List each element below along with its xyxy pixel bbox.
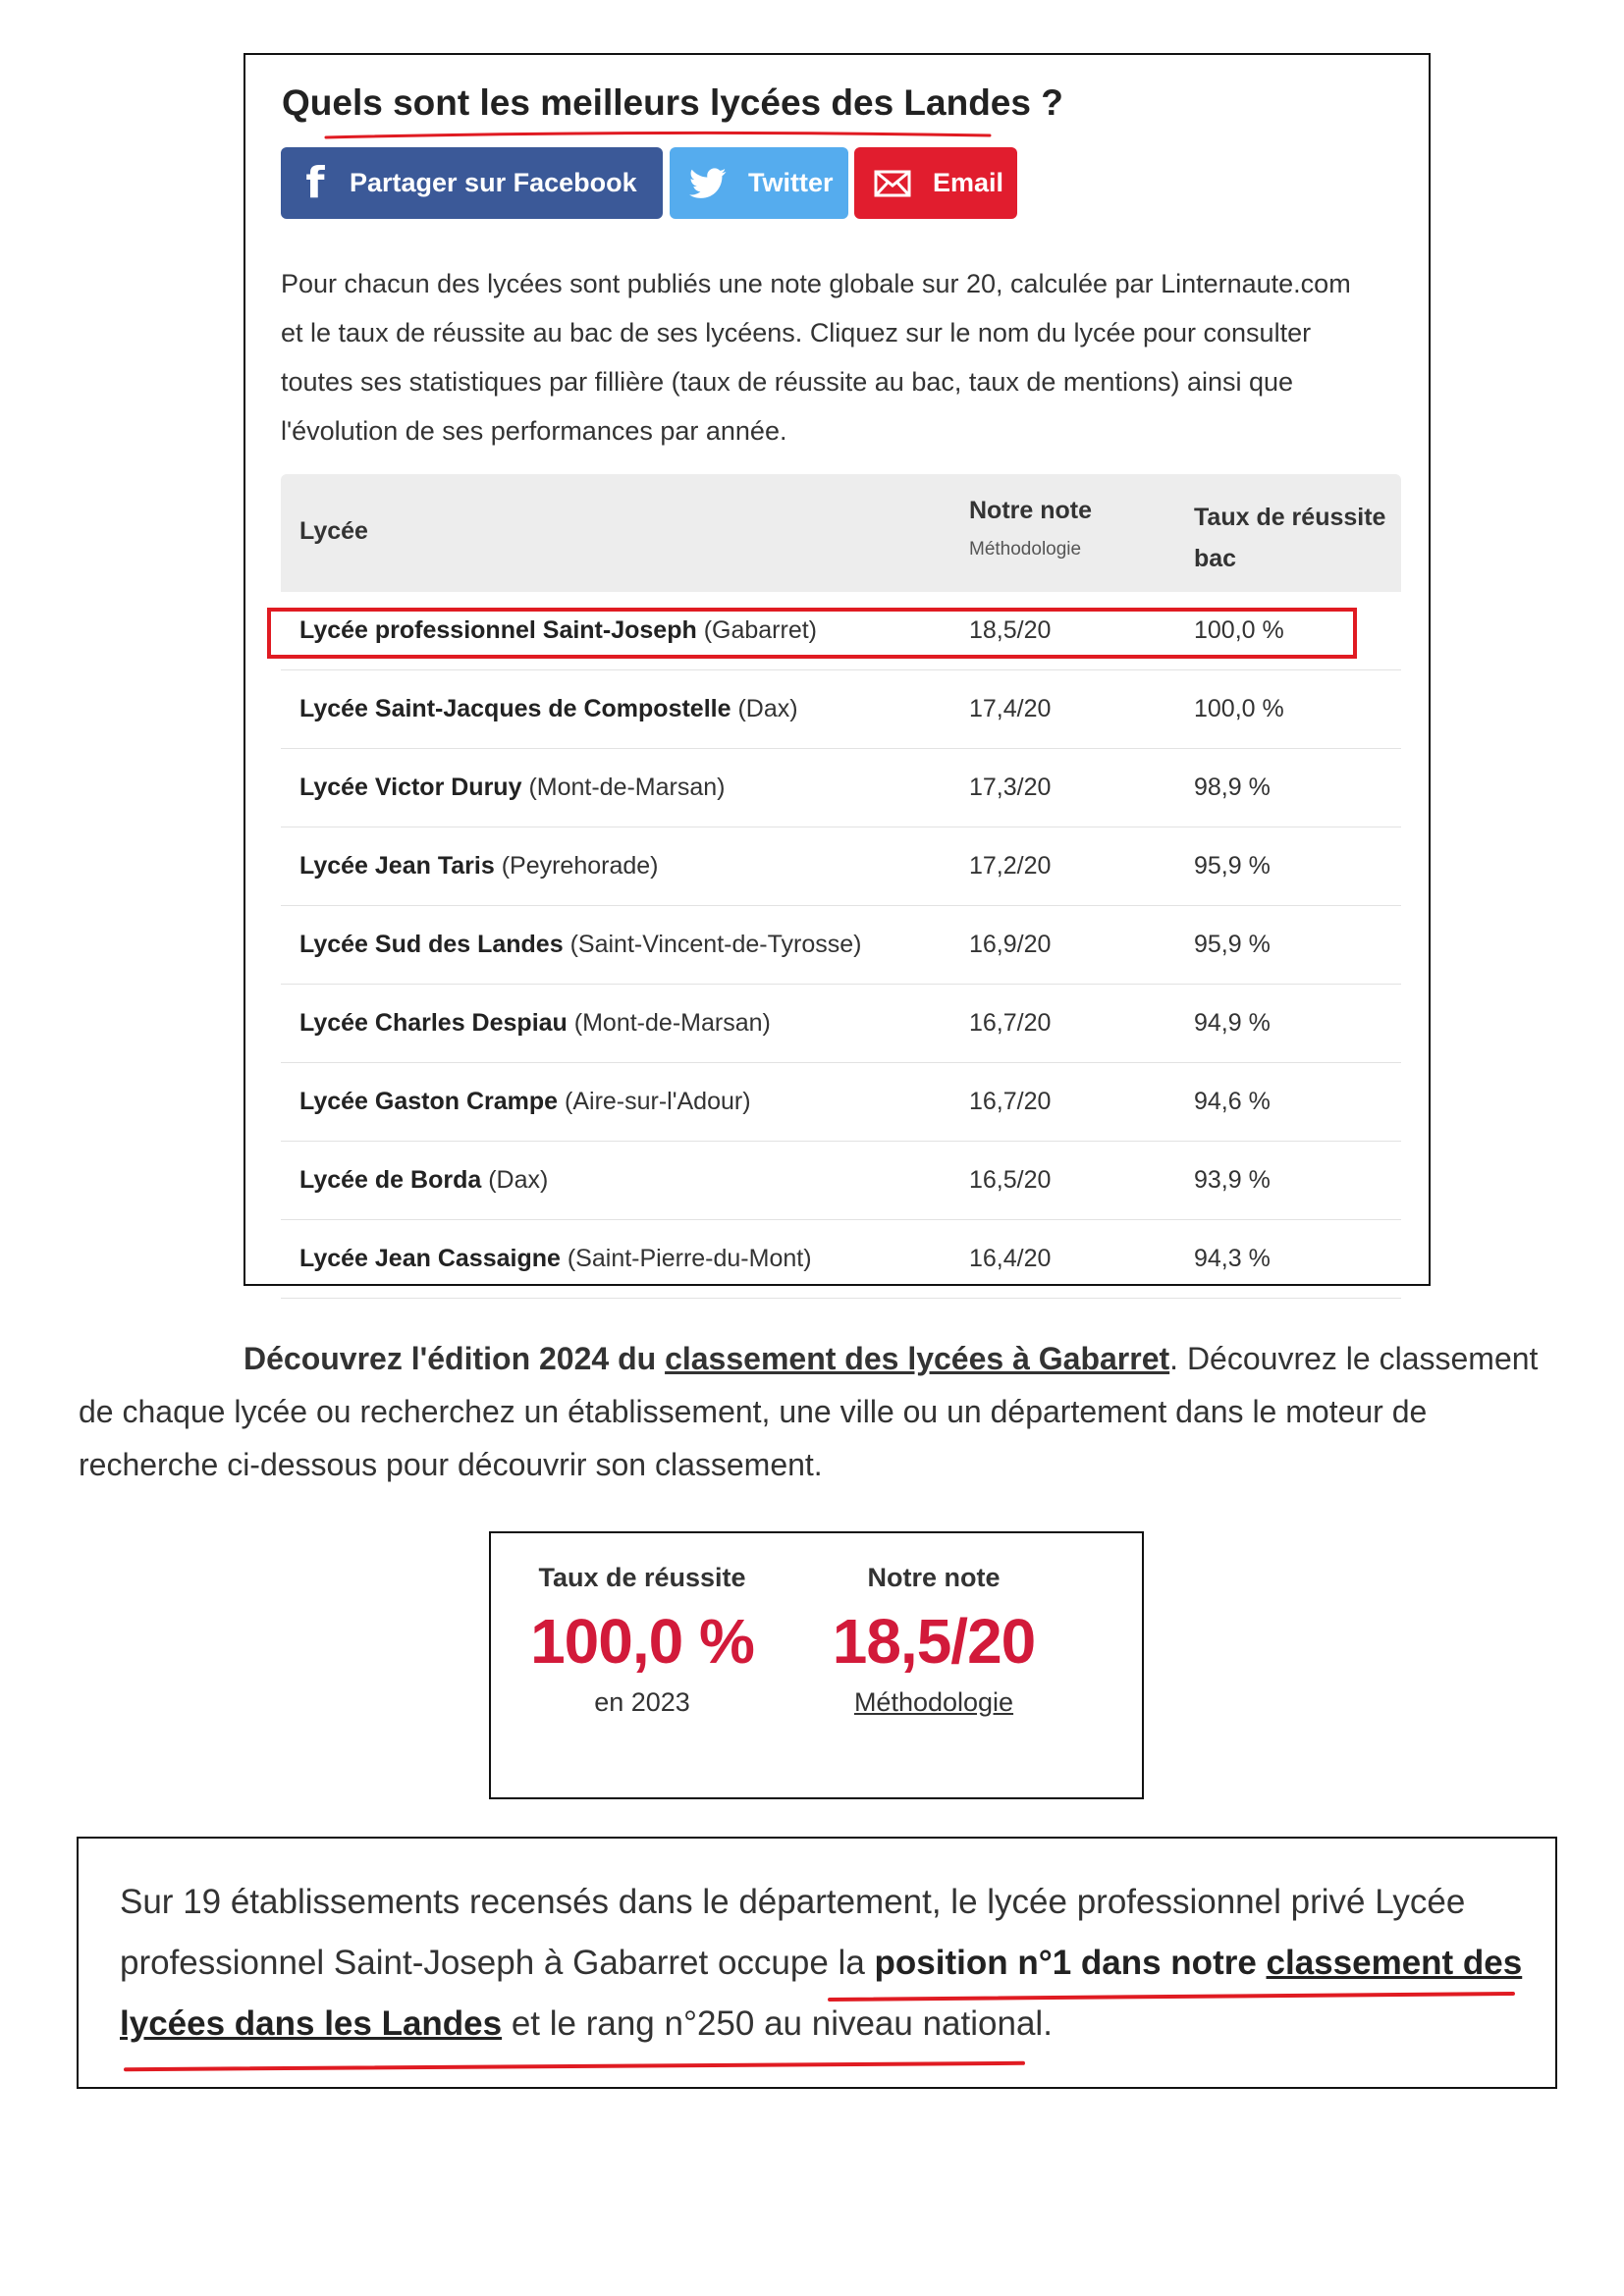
stat-taux-value: 100,0 % xyxy=(530,1606,754,1677)
lycee-name-link[interactable]: Lycée Saint-Jacques de Compostelle xyxy=(299,695,731,722)
lycee-city: (Saint-Pierre-du-Mont) xyxy=(567,1245,812,1272)
lycee-city: (Dax) xyxy=(737,695,798,722)
lycee-cell xyxy=(299,1088,751,1116)
taux-cell: 100,0 % xyxy=(1194,695,1284,722)
lycee-cell xyxy=(299,1166,548,1195)
red-box-annotation xyxy=(267,608,1357,659)
taux-cell: 94,6 % xyxy=(1194,1088,1271,1115)
table-row xyxy=(281,749,1401,828)
intro-line: et le taux de réussite au bac de ses lycéens. Cliquez sur le nom du lycée pour consulter xyxy=(281,318,1312,347)
taux-cell: 93,9 % xyxy=(1194,1166,1271,1194)
note-cell: 18,5/20 xyxy=(969,616,1052,644)
position-text-part2: et le rang n°250 au niveau national. xyxy=(502,2004,1053,2043)
taux-cell: 95,9 % xyxy=(1194,931,1271,958)
position-text-bold: position n°1 dans notre xyxy=(874,1944,1267,1982)
column-header-note-label: Notre note xyxy=(969,497,1092,524)
lycee-name-link[interactable]: Lycée Charles Despiau xyxy=(299,1009,568,1037)
note-cell: 17,4/20 xyxy=(969,695,1052,722)
share-email-button[interactable] xyxy=(854,147,1017,219)
table-row xyxy=(281,1220,1401,1299)
taux-cell: 100,0 % xyxy=(1194,616,1284,644)
note-cell: 16,5/20 xyxy=(969,1166,1052,1194)
lycee-cell xyxy=(299,852,659,881)
table-body xyxy=(281,592,1401,1299)
note-cell: 17,3/20 xyxy=(969,774,1052,801)
lycee-cell xyxy=(299,931,861,959)
intro-line: Pour chacun des lycées sont publiés une note globale sur 20, calculée par Linternaute.com xyxy=(281,269,1351,298)
table-row xyxy=(281,670,1401,749)
card-title: Quels sont les meilleurs lycées des Landes ? xyxy=(282,82,1063,123)
column-header-taux: Taux de réussite bac xyxy=(1194,504,1386,572)
twitter-bird-icon xyxy=(689,168,727,199)
rankings-card xyxy=(244,53,1431,1286)
lycee-city: (Saint-Vincent-de-Tyrosse) xyxy=(569,931,862,958)
lycee-city: (Mont-de-Marsan) xyxy=(573,1009,771,1037)
lycee-city: (Dax) xyxy=(488,1166,549,1194)
lycee-cell xyxy=(299,695,798,723)
table-row xyxy=(281,1142,1401,1220)
share-facebook-label: Partager sur Facebook xyxy=(350,168,637,197)
table-row xyxy=(281,906,1401,985)
table-row xyxy=(281,828,1401,906)
stat-taux-year: en 2023 xyxy=(594,1687,690,1717)
lycee-name-link[interactable]: Lycée Gaston Crampe xyxy=(299,1088,559,1115)
lycee-name-link[interactable]: Lycée Victor Duruy xyxy=(299,774,522,801)
classement-gabarret-link[interactable]: classement des lycées à Gabarret xyxy=(665,1341,1170,1376)
lycee-cell xyxy=(299,1009,771,1038)
column-header-lycee: Lycée xyxy=(299,517,368,545)
share-email-label: Email xyxy=(933,168,1004,197)
lycee-name-link[interactable]: Lycée Jean Cassaigne xyxy=(299,1245,561,1272)
table-row xyxy=(281,1063,1401,1142)
edition-paragraph xyxy=(79,1332,1551,1491)
share-twitter-button[interactable] xyxy=(670,147,848,219)
taux-cell: 95,9 % xyxy=(1194,852,1271,880)
lycee-name-link[interactable]: Lycée Sud des Landes xyxy=(299,931,564,958)
lycee-city: (Peyrehorade) xyxy=(501,852,659,880)
stat-note-value: 18,5/20 xyxy=(832,1606,1036,1677)
note-cell: 16,9/20 xyxy=(969,931,1052,958)
methodology-link[interactable]: Méthodologie xyxy=(969,539,1082,560)
paragraph-rest: . Découvrez le classement de chaque lycée ou recherchez un établissement, une ville ou un département dans le moteur de recherche ci-dessous pour découvrir son classement. xyxy=(79,1341,1539,1482)
position-card xyxy=(77,1837,1557,2089)
taux-cell: 94,3 % xyxy=(1194,1245,1271,1272)
lycee-city: (Mont-de-Marsan) xyxy=(528,774,726,801)
position-text xyxy=(120,1872,1534,2055)
taux-cell: 94,9 % xyxy=(1194,1009,1271,1037)
table-header xyxy=(281,474,1401,592)
note-cell: 17,2/20 xyxy=(969,852,1052,880)
table-row xyxy=(281,985,1401,1063)
paragraph-lead: Découvrez l'édition 2024 du xyxy=(244,1341,657,1376)
stat-note-label: Notre note xyxy=(867,1563,1001,1592)
lycee-name-link[interactable]: Lycée professionnel Saint-Joseph xyxy=(299,616,697,644)
share-facebook-button[interactable] xyxy=(281,147,663,219)
column-header-note xyxy=(969,497,1092,561)
taux-cell: 98,9 % xyxy=(1194,774,1271,801)
methodology-link[interactable]: Méthodologie xyxy=(853,1687,1014,1717)
envelope-icon xyxy=(874,170,911,197)
intro-line: toutes ses statistiques par fillière (taux de réussite au bac, taux de mentions) ainsi que xyxy=(281,367,1294,397)
intro-text xyxy=(281,259,1400,455)
lycee-cell xyxy=(299,1245,812,1273)
lycee-name-link[interactable]: Lycée de Borda xyxy=(299,1166,482,1194)
rankings-table xyxy=(281,474,1401,1299)
red-underline-annotation xyxy=(324,126,992,145)
classement-landes-link[interactable]: classement des lycées dans les Landes xyxy=(120,1944,1523,2043)
note-cell: 16,7/20 xyxy=(969,1088,1052,1115)
note-cell: 16,7/20 xyxy=(969,1009,1052,1037)
position-text-part1: Sur 19 établissements recensés dans le département, le lycée professionnel privé Lycée professionnel Saint-Joseph à Gabarret occupe la xyxy=(120,1883,1466,1982)
note-cell: 16,4/20 xyxy=(969,1245,1052,1272)
stats-card xyxy=(489,1531,1144,1799)
lycee-cell xyxy=(299,774,726,802)
facebook-icon: f xyxy=(305,157,325,208)
stat-notre-note xyxy=(806,1563,1061,1718)
lycee-name-link[interactable]: Lycée Jean Taris xyxy=(299,852,495,880)
intro-line: l'évolution de ses performances par année. xyxy=(281,416,787,446)
lycee-city: (Aire-sur-l'Adour) xyxy=(565,1088,751,1115)
lycee-city: (Gabarret) xyxy=(703,616,818,644)
stat-taux-label: Taux de réussite xyxy=(538,1563,746,1592)
share-twitter-label: Twitter xyxy=(748,168,834,197)
stat-taux-reussite xyxy=(514,1563,770,1718)
